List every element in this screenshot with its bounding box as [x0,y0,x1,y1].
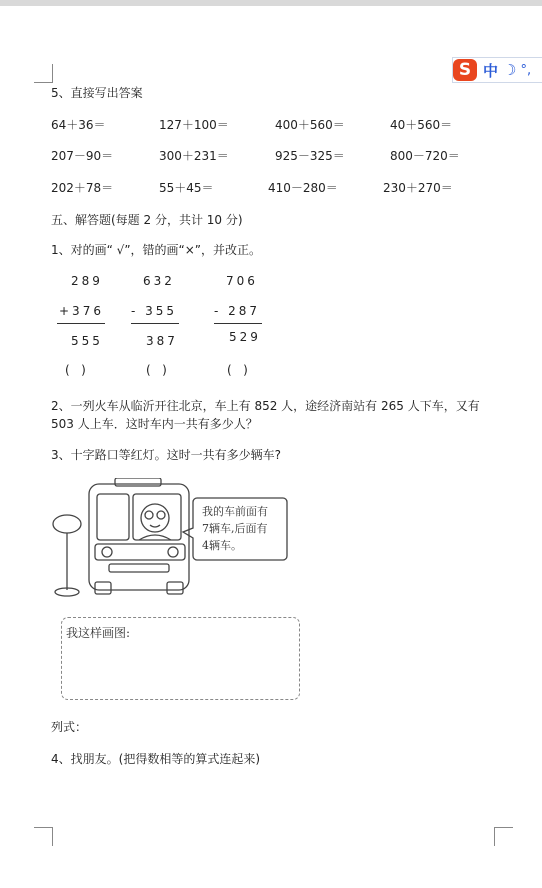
question-2-line-1: 2、一列火车从临沂开往北京，车上有 852 人，途经济南站有 265 人下车，又有 [51,399,480,413]
formula-label: 列式： [51,720,88,734]
window-top-bar [0,0,542,6]
equation: 40＋560＝ [390,118,453,132]
addend-top: 289 [71,274,103,288]
equation: 400＋560＝ [275,118,345,132]
equation: 410－280＝ [268,181,338,195]
question-1-text: 1、对的画“ √”，错的画“×”，并改正。 [51,243,262,257]
equation: 800－720＝ [390,149,460,163]
difference-rule [131,323,179,324]
result: 529 [229,330,261,344]
equation: 925－325＝ [275,149,345,163]
ime-toolbar[interactable] [452,57,542,83]
page-corner-mark-top-left [34,64,53,83]
question-3-text: 3、十字路口等红灯。这时一共有多少辆车? [51,448,282,462]
equation: 202＋78＝ [51,181,114,195]
equation: 55＋45＝ [159,181,214,195]
question-4-text: 4、找朋友。(把得数相等的算式连起来) [51,752,260,766]
drawing-label: 我这样画图: [66,626,131,640]
minuend: 632 [143,274,175,288]
speech-line-1: 我的车前面有 [202,505,268,518]
equation: 207－90＝ [51,149,114,163]
equation: 127＋100＝ [159,118,229,132]
page-corner-mark-bottom-right [494,827,513,846]
question-2-line-2: 503 人上车．这时车内一共有多少人？ [51,417,258,431]
result: 555 [71,334,103,348]
speech-line-3: 4辆车。 [202,539,242,552]
answer-mark-blank[interactable]: ( ) [227,363,248,377]
difference-rule [214,323,262,324]
vertical-calculations [51,264,263,384]
moon-icon[interactable]: ☽ [503,61,517,79]
answer-mark-blank[interactable]: ( ) [146,363,167,377]
equation: 300＋231＝ [159,149,229,163]
sum-rule [57,323,105,324]
result: 387 [146,334,178,348]
equation: 230＋270＝ [383,181,453,195]
part-5-heading: 五、解答题(每题 2 分，共计 10 分) [51,213,243,227]
operation-line: +376 [59,304,104,318]
speech-line-2: 7辆车,后面有 [202,522,268,535]
minuend: 706 [226,274,258,288]
punctuation-toggle[interactable]: °, [520,62,532,78]
section-5-title: 5、直接写出答案 [51,86,143,100]
bus-driver-illustration [51,478,291,603]
equation: 64＋36＝ [51,118,106,132]
ime-mode-toggle[interactable]: 中 [483,61,499,80]
bus-driver-drawing [51,478,291,600]
answer-mark-blank[interactable]: ( ) [65,363,86,377]
sogou-logo-icon[interactable]: S [453,59,477,81]
operation-line: - 355 [131,304,178,318]
bus-stop-sign-icon [53,515,81,533]
page-corner-mark-bottom-left [34,827,53,846]
operation-line: - 287 [214,304,261,318]
